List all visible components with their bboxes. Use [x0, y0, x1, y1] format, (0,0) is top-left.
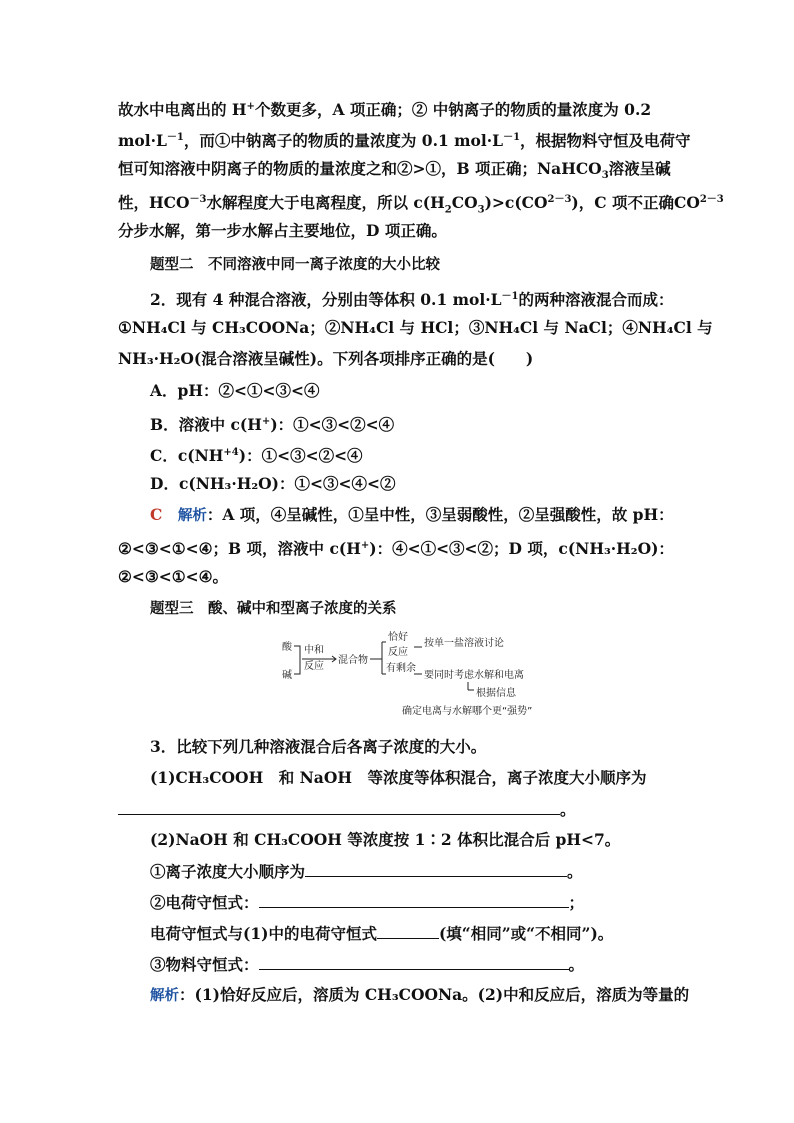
answer-blank[interactable]: [305, 860, 567, 877]
question-part: ③物料守恒式： 。: [150, 955, 585, 974]
question-part: ①离子浓度大小顺序为 。: [150, 862, 583, 881]
rule-3: 根据信息: [476, 688, 516, 699]
react-label: 反应: [304, 661, 324, 672]
text-line: 恒可知溶液中阴离子的物质的量浓度之和②>①，B 项正确；NaHCO$_3$溶液呈碱: [118, 159, 671, 182]
rule-4: 确定电离与水解哪个更“强势”: [402, 706, 533, 717]
answer-blank[interactable]: [259, 891, 569, 908]
question-part: (1)CH₃COOH 和 NaOH 等浓度等体积混合，离子浓度大小顺序为: [150, 768, 647, 787]
question-stem: NH₃·H₂O(混合溶液呈碱性)。下列各项排序正确的是( ): [118, 349, 534, 368]
analysis-label: 解析: [150, 988, 179, 1004]
answer-letter: C: [150, 505, 163, 524]
question-part: (2)NaOH 和 CH₃COOH 等浓度按 1∶2 体积比混合后 pH<7。: [150, 830, 621, 849]
neutralization-flow-diagram: [278, 628, 578, 720]
section-title: 题型三 酸、碱中和型离子浓度的关系: [150, 601, 397, 617]
section-title: 题型二 不同溶液中同一离子浓度的大小比较: [150, 257, 440, 273]
text-line: 性，$HCO^{-3}$水解程度大于电离程度，所以 $c(H_2CO_3)>c(CO^{2-3})$，C 项不正确$CO^{2-3}$: [118, 193, 724, 216]
answer-explanation: C 解析：A 项，④呈碱性，①呈中性，③呈弱酸性，②呈强酸性，故 pH：: [150, 505, 674, 524]
mixture-label: 混合物: [338, 655, 368, 666]
answer-blank[interactable]: [118, 798, 560, 815]
excess-label: 有剩余: [386, 663, 416, 674]
question-part: ②电荷守恒式： ；: [150, 893, 585, 912]
text-line: 分步水解，第一步水解占主要地位，D 项正确。: [118, 221, 447, 240]
answer-explanation: 解析：(1)恰好反应后，溶质为 CH₃COONa。(2)中和反应后，溶质为等量的: [150, 985, 690, 1004]
exact-label: 恰好: [388, 632, 408, 643]
option-a: A．pH：②<①<③<④: [150, 381, 320, 400]
answer-explanation: ②<③<①<④。: [118, 567, 229, 586]
analysis-label: 解析: [177, 508, 207, 524]
neutralize-label: 中和: [304, 645, 324, 656]
answer-blank[interactable]: [377, 922, 439, 939]
rule-2: 要同时考虑水解和电离: [424, 670, 524, 681]
answer-explanation: ②<③<①<④；B 项，溶液中 c(H+)：④<①<③<②；D 项，c(NH₃·H₂O)：: [118, 539, 674, 559]
question-stem: 3．比较下列几种溶液混合后各离子浓度的大小。: [150, 737, 487, 756]
base-label: 碱: [282, 670, 292, 681]
answer-line: 。: [118, 798, 576, 821]
option-c: C．$c(NH^{+4})$：①<③<②<④: [150, 446, 363, 466]
rule-1: 按单一盐溶液讨论: [424, 638, 504, 649]
question-stem: 2．现有 4 种混合溶液，分别由等体积 0.1 $mol\cdot L^{-1}$的两种溶液混合而成：: [150, 290, 674, 310]
text-line: 故水中电离出的 H+个数更多，A 项正确；② 中钠离子的物质的量浓度为 0.2: [118, 100, 652, 120]
option-b: B．溶液中 c(H+)：①<③<②<④: [150, 415, 395, 435]
answer-blank[interactable]: [259, 953, 569, 970]
acid-label: 酸: [282, 642, 292, 653]
question-part: 电荷守恒式与(1)中的电荷守恒式 (填“相同”或“不相同”)。: [150, 924, 614, 943]
react2-label: 反应: [388, 647, 408, 658]
text-line: $mol\cdot L^{-1}$，而①中钠离子的物质的量浓度为 0.1 $mol\cdot L^{-1}$，根据物料守恒及电荷守: [118, 131, 691, 151]
question-stem: ①NH₄Cl 与 CH₃COONa；②NH₄Cl 与 HCl；③NH₄Cl 与 NaCl；④NH₄Cl 与: [118, 318, 713, 337]
option-d: D．c(NH₃·H₂O)：①<③<④<②: [150, 474, 396, 493]
